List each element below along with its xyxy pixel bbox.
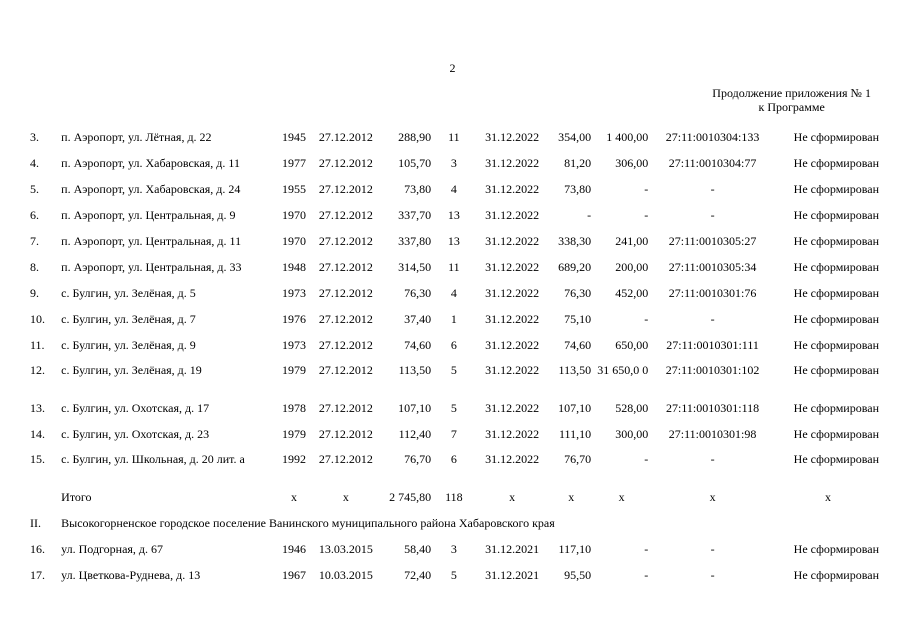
table-row (28, 358, 881, 395)
status-cell: Не сформирован (793, 427, 879, 441)
total-row (28, 484, 881, 510)
date-recognized-cell: 27.12.2012 (318, 286, 373, 300)
address-cell: п. Аэропорт, ул. Центральная, д. 9 (61, 208, 236, 222)
sum-cell: 650,00 (615, 338, 649, 352)
date-recognized-cell: 27.12.2012 (318, 260, 373, 274)
table-row (28, 176, 881, 202)
planned-date-cell: 31.12.2022 (485, 338, 540, 352)
continuation-line-2: к Программе (758, 100, 825, 114)
year-built-cell: 1948 (281, 260, 306, 274)
status-cell: Не сформирован (793, 568, 879, 582)
year-built-cell: 1970 (281, 208, 306, 222)
area-2-cell: 113,50 (558, 363, 592, 377)
date-recognized-cell: 27.12.2012 (318, 427, 373, 441)
residents-count-cell: 5 (450, 363, 457, 377)
address-cell: ул. Подгорная, д. 67 (61, 542, 164, 556)
area-cell: 2 745,80 (389, 490, 432, 504)
sum-cell: 200,00 (615, 260, 649, 274)
continuation-line-1: Продолжение приложения № 1 (712, 86, 871, 100)
section-number: II. (30, 516, 41, 530)
residents-count-cell: 11 (448, 260, 460, 274)
year-built-cell: 1977 (281, 156, 306, 170)
planned-date-cell: 31.12.2022 (485, 363, 540, 377)
address-cell: п. Аэропорт, ул. Лётная, д. 22 (61, 130, 212, 144)
sum-cell: 300,00 (615, 427, 649, 441)
date-recognized-cell: 27.12.2012 (318, 208, 373, 222)
planned-date-cell: 31.12.2022 (485, 452, 540, 466)
sum-cell: х (618, 490, 625, 504)
planned-date-cell: 31.12.2022 (485, 208, 540, 222)
area-2-cell: 117,10 (558, 542, 592, 556)
planned-date-cell: 31.12.2022 (485, 182, 540, 196)
area-2-cell: 76,70 (564, 452, 592, 466)
cadastral-number-cell: 27:11:0010301:98 (668, 427, 757, 441)
year-built-cell: 1992 (281, 452, 306, 466)
date-recognized-cell: 27.12.2012 (318, 401, 373, 415)
status-cell: Не сформирован (793, 260, 879, 274)
status-cell: Не сформирован (793, 208, 879, 222)
date-recognized-cell: 27.12.2012 (318, 312, 373, 326)
sum-cell: 1 400,00 (606, 130, 649, 144)
table-row (28, 332, 881, 358)
row-number-cell: 9. (30, 286, 39, 300)
continuation-header (712, 86, 871, 114)
table-row (28, 447, 881, 484)
status-cell: Не сформирован (793, 452, 879, 466)
area-cell: 337,70 (398, 208, 432, 222)
year-built-cell: 1978 (281, 401, 306, 415)
date-recognized-cell: 27.12.2012 (318, 363, 373, 377)
cadastral-number-cell: х (709, 490, 716, 504)
table-row (28, 150, 881, 176)
date-recognized-cell: 13.03.2015 (318, 542, 373, 556)
row-number-cell: 11. (30, 338, 45, 352)
residents-count-cell: 3 (450, 542, 457, 556)
cadastral-number-cell: - (710, 542, 715, 556)
planned-date-cell: 31.12.2022 (485, 401, 540, 415)
area-2-cell: 73,80 (564, 182, 592, 196)
sum-cell: 452,00 (615, 286, 649, 300)
area-2-cell: 75,10 (564, 312, 592, 326)
date-recognized-cell: 27.12.2012 (318, 338, 373, 352)
sum-cell: - (644, 542, 649, 556)
cadastral-number-cell: 27:11:0010301:118 (666, 401, 760, 415)
table-row (28, 228, 881, 254)
status-cell: Не сформирован (793, 234, 879, 248)
planned-date-cell: 31.12.2022 (485, 130, 540, 144)
area-cell: 37,40 (404, 312, 432, 326)
residents-count-cell: 3 (450, 156, 457, 170)
planned-date-cell: 31.12.2022 (485, 286, 540, 300)
sum-cell: - (644, 452, 649, 466)
residents-count-cell: 11 (448, 130, 460, 144)
address-cell: с. Булгин, ул. Охотская, д. 23 (61, 427, 210, 441)
row-number-cell: 3. (30, 130, 39, 144)
table-row (28, 306, 881, 332)
area-cell: 73,80 (404, 182, 432, 196)
row-number-cell: 8. (30, 260, 39, 274)
table-row (28, 280, 881, 306)
row-number-cell: 13. (30, 401, 45, 415)
address-cell: с. Булгин, ул. Зелёная, д. 19 (61, 363, 202, 377)
area-cell: 58,40 (404, 542, 432, 556)
status-cell: Не сформирован (793, 312, 879, 326)
planned-date-cell: 31.12.2022 (485, 234, 540, 248)
year-built-cell: 1946 (281, 542, 306, 556)
residents-count-cell: 4 (450, 286, 457, 300)
year-built-cell: 1967 (281, 568, 306, 582)
table-row (28, 421, 881, 447)
row-number-cell: 12. (30, 363, 45, 377)
cadastral-number-cell: 27:11:0010301:102 (665, 363, 760, 377)
area-cell: 72,40 (404, 568, 432, 582)
address-cell: п. Аэропорт, ул. Хабаровская, д. 11 (61, 156, 240, 170)
status-cell: Не сформирован (793, 338, 879, 352)
sum-cell: 31 650,0 0 (597, 363, 649, 377)
status-cell: Не сформирован (793, 286, 879, 300)
row-number-cell: 10. (30, 312, 45, 326)
table-row (28, 124, 881, 150)
area-2-cell: 74,60 (564, 338, 592, 352)
planned-date-cell: х (509, 490, 516, 504)
section-title: Высокогорненское городское поселение Ванинского муниципального района Хабаровского края (61, 516, 555, 530)
sum-cell: 528,00 (615, 401, 649, 415)
table-body (28, 124, 881, 588)
area-cell: 105,70 (398, 156, 432, 170)
housing-table (28, 124, 881, 588)
sum-cell: - (644, 208, 649, 222)
address-cell: с. Булгин, ул. Зелёная, д. 9 (61, 338, 196, 352)
date-recognized-cell: 10.03.2015 (318, 568, 373, 582)
address-cell: п. Аэропорт, ул. Центральная, д. 33 (61, 260, 242, 274)
date-recognized-cell: 27.12.2012 (318, 130, 373, 144)
area-cell: 74,60 (404, 338, 432, 352)
address-cell: с. Булгин, ул. Зелёная, д. 5 (61, 286, 196, 300)
area-cell: 107,10 (398, 401, 432, 415)
area-cell: 113,50 (398, 363, 432, 377)
area-cell: 314,50 (398, 260, 432, 274)
area-2-cell: 81,20 (564, 156, 592, 170)
year-built-cell: 1979 (281, 427, 306, 441)
residents-count-cell: 6 (450, 452, 457, 466)
date-recognized-cell: 27.12.2012 (318, 452, 373, 466)
area-2-cell: 354,00 (558, 130, 592, 144)
residents-count-cell: 13 (447, 234, 460, 248)
sum-cell: 241,00 (615, 234, 649, 248)
table-row (28, 254, 881, 280)
cadastral-number-cell: - (710, 182, 715, 196)
residents-count-cell: 118 (445, 490, 463, 504)
residents-count-cell: 13 (447, 208, 460, 222)
year-built-cell: 1976 (281, 312, 306, 326)
address-cell: с. Булгин, ул. Школьная, д. 20 лит. а (61, 452, 245, 466)
address-cell: ул. Цветкова-Руднева, д. 13 (61, 568, 201, 582)
cadastral-number-cell: - (710, 568, 715, 582)
area-2-cell: 95,50 (564, 568, 592, 582)
area-cell: 288,90 (398, 130, 432, 144)
planned-date-cell: 31.12.2021 (485, 568, 540, 582)
planned-date-cell: 31.12.2021 (485, 542, 540, 556)
cadastral-number-cell: - (710, 452, 715, 466)
cadastral-number-cell: - (710, 208, 715, 222)
cadastral-number-cell: 27:11:0010304:77 (668, 156, 757, 170)
cadastral-number-cell: 27:11:0010305:34 (668, 260, 757, 274)
cadastral-number-cell: 27:11:0010305:27 (668, 234, 757, 248)
address-cell: с. Булгин, ул. Охотская, д. 17 (61, 401, 210, 415)
area-cell: 337,80 (398, 234, 432, 248)
date-recognized-cell: 27.12.2012 (318, 156, 373, 170)
table-row (28, 202, 881, 228)
planned-date-cell: 31.12.2022 (485, 427, 540, 441)
status-cell: Не сформирован (793, 130, 879, 144)
cadastral-number-cell: 27:11:0010301:111 (666, 338, 759, 352)
address-cell: п. Аэропорт, ул. Хабаровская, д. 24 (61, 182, 241, 196)
status-cell: Не сформирован (793, 401, 879, 415)
year-built-cell: 1973 (281, 338, 306, 352)
planned-date-cell: 31.12.2022 (485, 260, 540, 274)
year-built-cell: 1973 (281, 286, 306, 300)
row-number-cell (28, 484, 59, 510)
address-cell: с. Булгин, ул. Зелёная, д. 7 (61, 312, 196, 326)
sum-cell: - (644, 568, 649, 582)
area-2-cell: 76,30 (564, 286, 592, 300)
year-built-cell: х (290, 490, 297, 504)
date-recognized-cell: 27.12.2012 (318, 234, 373, 248)
status-cell: Не сформирован (793, 156, 879, 170)
year-built-cell: 1979 (281, 363, 306, 377)
area-2-cell: 107,10 (558, 401, 592, 415)
area-cell: 112,40 (398, 427, 432, 441)
date-recognized-cell: 27.12.2012 (318, 182, 373, 196)
cadastral-number-cell: 27:11:0010301:76 (668, 286, 757, 300)
row-number-cell: 4. (30, 156, 39, 170)
year-built-cell: 1945 (281, 130, 306, 144)
section-row (28, 510, 881, 536)
row-number-cell: 17. (30, 568, 45, 582)
row-number-cell: 7. (30, 234, 39, 248)
row-number-cell: 15. (30, 452, 45, 466)
residents-count-cell: 5 (450, 401, 457, 415)
table-row (28, 395, 881, 421)
area-2-cell: 338,30 (558, 234, 592, 248)
planned-date-cell: 31.12.2022 (485, 312, 540, 326)
row-number-cell: 5. (30, 182, 39, 196)
residents-count-cell: 6 (450, 338, 457, 352)
area-cell: 76,30 (404, 286, 432, 300)
cadastral-number-cell: - (710, 312, 715, 326)
sum-cell: - (644, 312, 649, 326)
table-row (28, 536, 881, 562)
year-built-cell: 1955 (281, 182, 306, 196)
row-number-cell: 6. (30, 208, 39, 222)
total-label-cell: Итого (61, 490, 92, 504)
residents-count-cell: 7 (450, 427, 457, 441)
year-built-cell: 1970 (281, 234, 306, 248)
residents-count-cell: 4 (450, 182, 457, 196)
page-number: 2 (449, 61, 456, 75)
date-recognized-cell: х (342, 490, 349, 504)
area-2-cell: 111,10 (559, 427, 592, 441)
area-2-cell: 689,20 (558, 260, 592, 274)
row-number-cell: 14. (30, 427, 45, 441)
area-cell: 76,70 (404, 452, 432, 466)
row-number-cell: 16. (30, 542, 45, 556)
sum-cell: 306,00 (615, 156, 649, 170)
residents-count-cell: 1 (450, 312, 457, 326)
status-cell: Не сформирован (793, 363, 879, 377)
status-cell: Не сформирован (793, 182, 879, 196)
sum-cell: - (644, 182, 649, 196)
planned-date-cell: 31.12.2022 (485, 156, 540, 170)
cadastral-number-cell: 27:11:0010304:133 (665, 130, 760, 144)
status-cell: Не сформирован (793, 542, 879, 556)
residents-count-cell: 5 (450, 568, 457, 582)
status-cell: х (824, 490, 831, 504)
area-2-cell: - (587, 208, 592, 222)
address-cell: п. Аэропорт, ул. Центральная, д. 11 (61, 234, 242, 248)
table-row (28, 562, 881, 588)
area-2-cell: х (568, 490, 575, 504)
